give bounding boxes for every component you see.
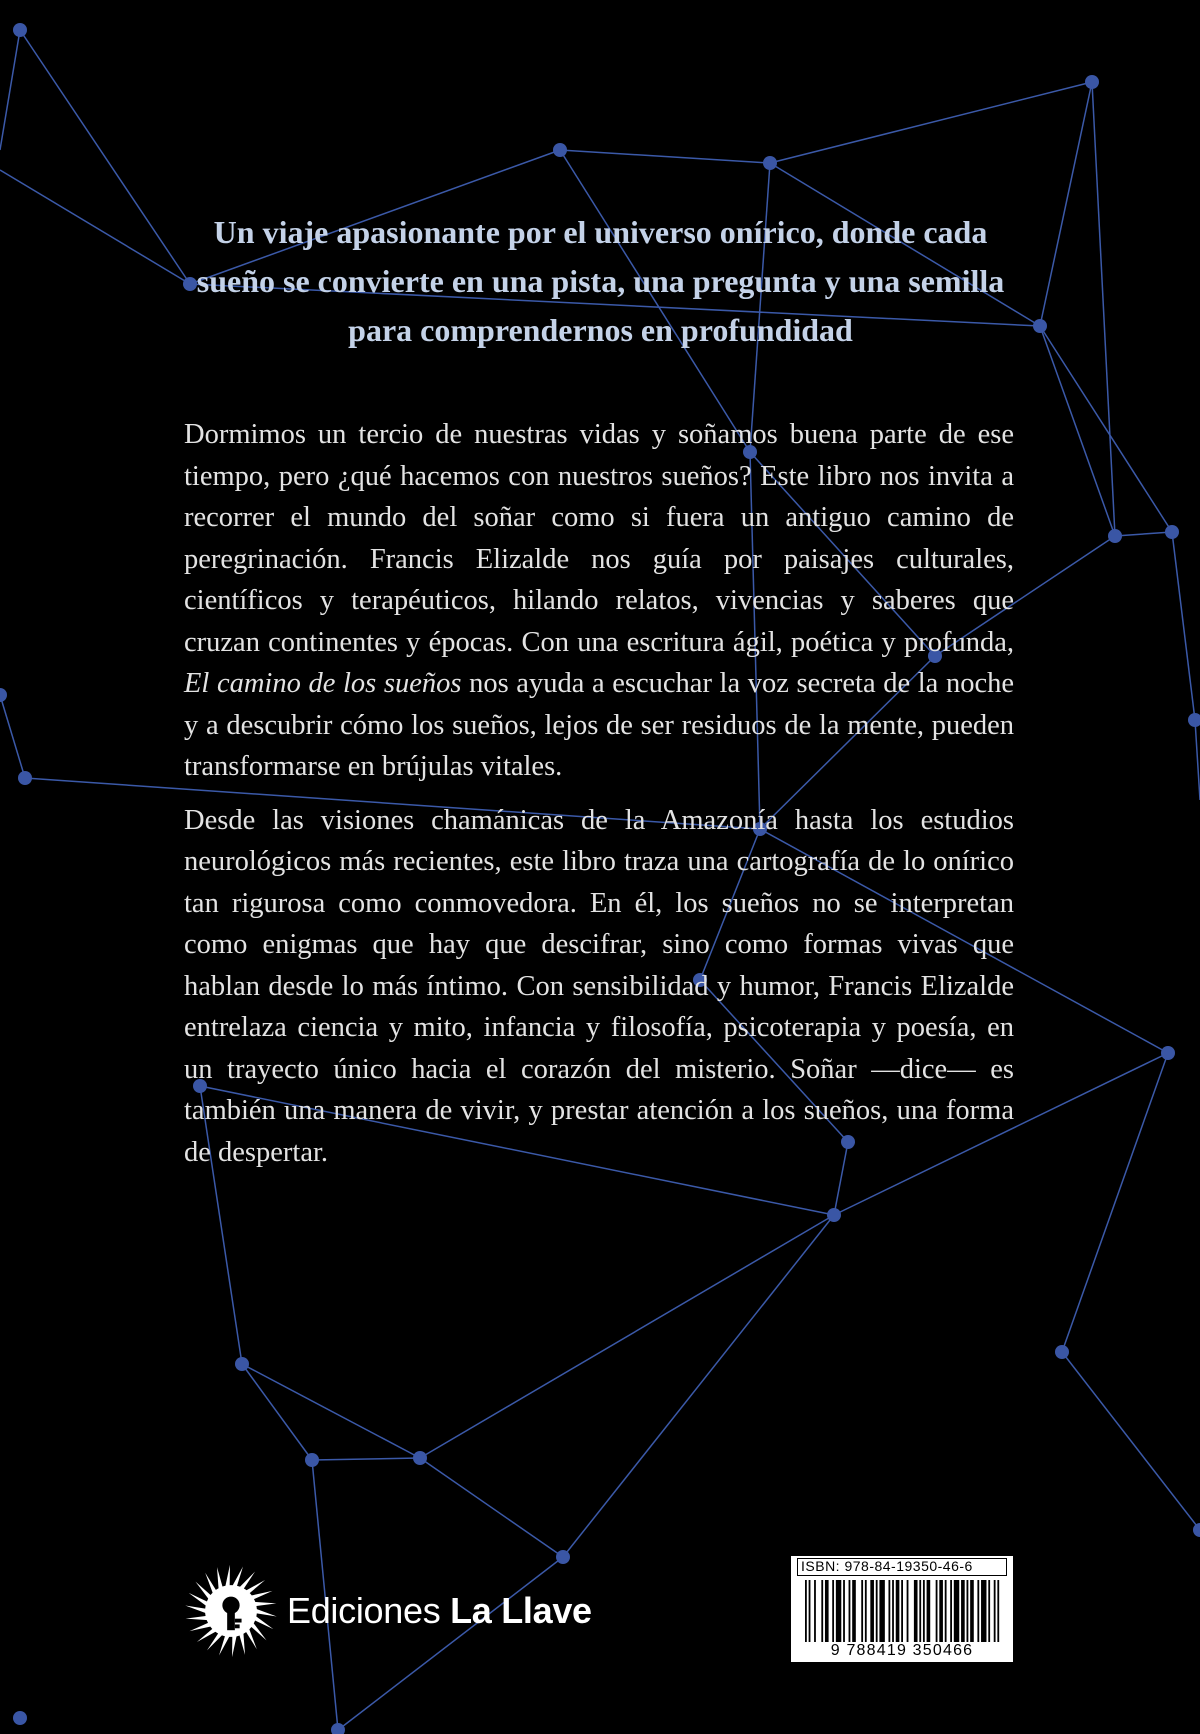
network-link [242,1364,312,1460]
barcode-bar [923,1580,925,1642]
network-node [827,1208,841,1222]
network-link [1172,532,1195,720]
barcode-bar [950,1580,952,1642]
isbn-label [797,1558,1007,1574]
barcode-bar [939,1580,943,1642]
network-link [1062,1352,1200,1530]
barcode-bar [876,1580,878,1642]
network-node [1033,319,1047,333]
logo-ray [256,1609,277,1617]
network-link [1195,720,1200,800]
network-node [235,1357,249,1371]
publisher-brand: La Llave [450,1590,592,1631]
paragraph-1 [184,414,1014,788]
network-link [770,82,1092,163]
isbn-barcode [791,1556,1013,1662]
barcode-bar [997,1580,999,1642]
barcode-bar [852,1580,856,1642]
barcode-bar [961,1580,965,1642]
barcode-bar [888,1580,890,1642]
network-node [331,1723,345,1734]
isbn-text: ISBN: 978-84-19350-46-6 [801,1558,973,1574]
network-node [556,1550,570,1564]
logo-ray [190,1623,212,1632]
logo-ray [195,1582,211,1600]
logo-ray [232,1566,243,1586]
network-node [413,1451,427,1465]
paragraph-1-start: Dormimos un tercio de nuestras vidas y soñamos buena parte de ese tiempo, pero ¿qué hacemos con nuestros sueños? Este libro nos invita a recorrer el mundo del soñar como si fuera un antiguo camino de peregrinación. Francis Elizalde nos guía por paisajes culturales, científicos y terapéuticos, hilando relatos, vivencias y saberes que cruzan continentes y épocas. Con una escritura ágil, poética y profunda, [184,419,1014,658]
network-link [563,1215,834,1557]
network-link [20,30,190,284]
barcode-bar [870,1580,874,1642]
barcode-bar [849,1580,851,1642]
barcode-bar [967,1580,969,1642]
publisher-logo [183,1563,592,1659]
book-title: El camino de los sueños [184,668,462,699]
network-link [1040,82,1092,326]
logo-ray [207,1633,223,1651]
description-text [184,414,1014,1185]
barcode-bar [896,1580,900,1642]
logo-ray [219,1635,230,1655]
barcode-bars [805,1580,1001,1642]
network-node [13,23,27,37]
barcode-bar [977,1580,979,1642]
network-link [242,1364,420,1458]
logo-ray [186,1616,208,1620]
logo-ray [232,1635,237,1657]
barcode-bar [901,1580,903,1642]
barcode-bar [832,1580,834,1642]
logo-ray [254,1602,276,1606]
network-node [1165,525,1179,539]
network-link [560,150,770,163]
network-link [0,695,25,778]
network-link [1040,326,1115,536]
barcode-bar [988,1580,990,1642]
sun-key-logo-icon [183,1563,279,1659]
network-node [763,156,777,170]
headline: Un viaje apasionante por el universo onírico, donde cada sueño se convierte en una pista, una pregunta y una semilla para comprendernos en profundidad [196,214,1005,348]
barcode-bar [954,1580,959,1642]
network-node [13,1711,27,1725]
logo-ray [239,1633,245,1655]
logo-ray [189,1593,208,1606]
logo-ray [197,1628,216,1642]
logo-ray [185,1606,206,1614]
network-link [312,1458,420,1460]
barcode-bar [936,1580,938,1642]
network-node [1193,1523,1200,1537]
network-link [1092,82,1115,536]
barcode-bar [914,1580,918,1642]
network-node [1161,1046,1175,1060]
barcode-bar [814,1580,816,1642]
paragraph-1-end: nos ayuda a escuchar la voz secreta de la noche y a descubrir cómo los sueños, lejos de ser residuos de la mente, pueden transformarse en brújulas vitales. [184,668,1014,782]
barcode-bar [981,1580,986,1642]
barcode-bar [970,1580,974,1642]
barcode-bar [907,1580,909,1642]
barcode-bar [861,1580,863,1642]
paragraph-2: Desde las visiones chamánicas de la Amazonía hasta los estudios neurológicos más recientes, este libro traza una cartografía de lo onírico tan rigurosa como conmovedora. En él, los sueños no se interpretan como enigmas que hay que descifrar, sino como formas vivas que hablan desde lo más íntimo. Con sensibilidad y humor, Francis Elizalde entrelaza ciencia y mito, infancia y filosofía, psicoterapia y poesía, en un trayecto único hacia el corazón del misterio. Soñar —dice— es también una manera de vivir, y prestar atención a los sueños, una forma de despertar. [184,804,1014,1168]
network-node [18,771,32,785]
barcode-bar [994,1580,996,1642]
barcode-digits: 9 788419 350466 [830,1642,974,1659]
barcode-bar [843,1580,845,1642]
logo-ray [246,1628,257,1649]
publisher-name [287,1590,592,1632]
logo-ray [205,1573,216,1594]
logo-ray [251,1623,267,1641]
network-node [0,688,7,702]
barcode-bar [892,1580,894,1642]
logo-ray [217,1567,223,1589]
logo-ray [246,1580,265,1594]
network-node [1085,75,1099,89]
logo-ray [239,1572,255,1590]
barcode-bar [945,1580,947,1642]
barcode-bar [821,1580,823,1642]
barcode-bar [919,1580,921,1642]
publisher-prefix: Ediciones [287,1590,441,1631]
network-link [420,1458,563,1557]
network-link [0,30,20,150]
logo-ray [254,1616,273,1629]
barcode-bar [825,1580,829,1642]
network-node [305,1453,319,1467]
barcode-bar [879,1580,884,1642]
barcode-bar [865,1580,867,1642]
logo-ray [225,1565,230,1587]
network-node [1188,713,1200,727]
barcode-bar [927,1580,931,1642]
network-node [553,143,567,157]
network-node [1108,529,1122,543]
logo-ray [251,1591,273,1600]
barcode-bar [809,1580,811,1642]
network-link [420,1215,834,1458]
network-node [1055,1345,1069,1359]
network-link [1062,1053,1168,1352]
barcode-bar [836,1580,841,1642]
network-link [0,170,190,284]
barcode-bar [805,1580,807,1642]
network-link [1115,532,1172,536]
